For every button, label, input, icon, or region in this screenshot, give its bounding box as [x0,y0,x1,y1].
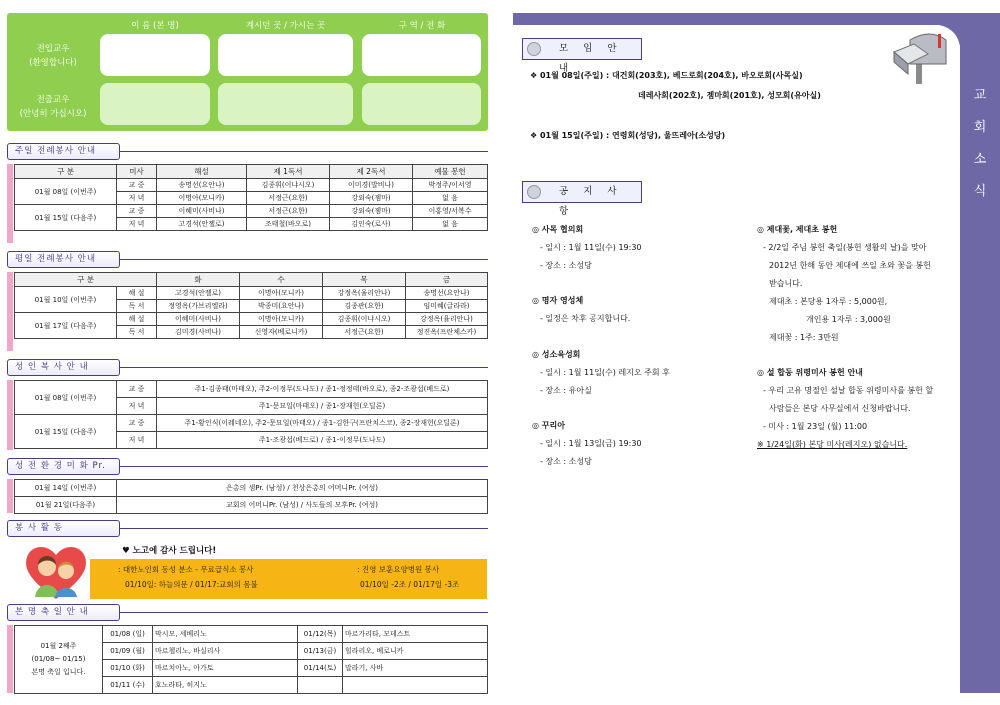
notice-line: - 일정은 차후 공지합니다. [540,314,631,323]
cell: 김종휘(이냐시오) [323,313,406,326]
cell: 박종미(요안나) [240,300,323,313]
side-title [966,80,994,208]
table-row [15,497,488,514]
meeting-line-2 [530,127,725,145]
service-section-title: 봉 사 활 동 [7,520,120,537]
table-row [15,205,488,218]
notice-heading: ◎ 설 합동 위령미사 봉헌 안내 [757,368,863,377]
cell [343,677,488,694]
incoming-district-cell [362,34,481,76]
meeting-header [522,38,642,74]
notice-line: - 일시 : 1월 11일(수) 레지오 주회 후 [540,368,670,377]
date-cell: 01/09 (월) [103,643,153,660]
notice-line: 제대꽃 : 1주: 3만원 [769,333,839,342]
notice-heading: ◎ 성소육성회 [532,350,581,359]
role-cell: 독 서 [117,326,157,339]
cell: 정영옥(가브리엘라) [157,300,240,313]
cell: 강외숙(젬마) [330,192,413,205]
cell: 막시모, 세베리노 [153,626,298,643]
cell: 없 음 [413,192,488,205]
cell: 강정옥(율리안나) [323,287,406,300]
notice-5-title [757,221,837,239]
notice-line: 사람들은 본당 사무실에서 신청바랍니다. [769,404,911,413]
top-band [513,13,1000,25]
weekday-section-title: 평일 전례봉사 안내 [7,251,120,268]
cell: 박정주/이서영 [413,179,488,192]
cell: 주1-황인식(이레네오), 주2-문묘일(마태오) / 종1-김한구(프란치스코), 종2-장재헌(오딜론) [157,415,488,432]
section-bar [7,625,13,693]
table-row [15,415,488,432]
date-cell: 01/10 (화) [103,660,153,677]
incoming-name-cell [100,34,210,76]
notice-title: 공 지 사 항 [559,186,623,217]
notice-heading: ◎ 사목 협의회 [532,225,584,234]
cell: 강정옥(율리안나) [406,313,488,326]
cell: 마르가리타, 모데스트 [343,626,488,643]
sunday-section-title: 주일 전례봉사 안내 [7,143,120,160]
mass-cell: 저 녁 [117,192,157,205]
notice-line: - 우리 고유 명절인 설날 합동 위령미사를 봉헌 할 [763,386,934,395]
cell: 이홍영/서복수 [413,205,488,218]
header-district: 구 역 / 전 화 [398,21,446,31]
col-header: 화 [157,273,240,287]
col-header: 예물 봉헌 [413,165,488,179]
divider [120,612,488,613]
section-bar [7,164,13,243]
divider [120,466,488,467]
cell: 마르첼리노, 바실리사 [153,643,298,660]
notice-line: 개인용 1자루 : 3,000원 [806,315,891,324]
outgoing-place-cell [218,83,353,125]
altar-section-title: 성 인 복 사 안 내 [7,359,120,376]
cell: 주1-문묘일(마태오) / 종1-장재헌(오딜론) [157,398,488,415]
notice-2-title [532,292,583,310]
notice-heading: ◎ 제대꽃, 제대초 봉헌 [757,225,838,234]
feast-table [14,625,488,694]
cell: 서정근(요한) [247,205,330,218]
date-cell: 01월 17일 (다음주) [15,313,117,339]
cell: 교회의 어머니Pr. (남성) / 사도들의 모후Pr. (여성) [117,497,488,514]
feast-week-cell: 01월 2째주 (01/08~ 01/15) 본명 축일 입니다. [15,626,103,694]
service-left-2: 01/10일: 하늘의문 / 01/17:교회의 몸불 [125,580,258,589]
cell: 이명아(모니카) [157,192,247,205]
section-bar [7,380,13,450]
meeting-line-1a [530,67,803,85]
table-row [15,381,488,398]
service-right-2: 01/10일 -2조 / 01/17일 -3조 [360,580,460,589]
role-cell: 해 설 [117,287,157,300]
table-row [15,179,488,192]
outgoing-district-cell [362,83,481,125]
table-row [15,313,488,326]
service-left-1: : 대한노인회 동성 분소 - 무료급식소 봉사 [118,565,254,574]
side-char: 회 [973,120,987,135]
mailbox-illustration [890,30,952,85]
meeting-text: ❖ 01월 15일(주일) : 연령회(성당), 울뜨레아(소성당) [530,131,726,140]
cell: 고경석(안젤로) [157,218,247,231]
cell: 은총의 샘Pr. (남성) / 천상은총의 어머니Pr. (여성) [117,480,488,497]
service-right-1: : 진영 보훈요양병원 봉사 [357,565,440,574]
cell: 이혜미(사비나) [157,313,240,326]
notice-1-title [532,221,583,239]
notice-heading: ◎ 꾸리아 [532,421,565,430]
date-cell [298,677,343,694]
date-cell: 01월 14일 (이번주) [15,480,117,497]
feast-section-title: 본 명 축 일 안 내 [7,604,120,621]
meeting-line-1b [638,87,821,105]
date-cell: 01/08 (일) [103,626,153,643]
decoration-section-title: 성 전 환 경 미 화 Pr. [7,458,120,475]
mass-cell: 교 중 [117,381,157,398]
side-char: 소 [973,152,987,167]
notice-line: ※ 1/24일(화) 본당 미사(레지오) 없습니다. [757,440,908,449]
header-name: 이 름 (본 명) [131,21,179,31]
cell: 이명아(모니카) [240,313,323,326]
col-header: 금 [406,273,488,287]
notice-4-title [532,417,565,435]
divider [120,528,488,529]
person-icon [527,185,541,199]
cell: 마르치아노, 아가토 [153,660,298,677]
cell: 고경석(안젤로) [157,287,240,300]
cell: 김종관(요한) [323,300,406,313]
notice-heading: ◎ 명자 영성체 [532,296,584,305]
mass-cell: 저 녁 [117,432,157,449]
col-header: 구 분 [15,273,157,287]
thanks-text: ♥ 노고에 감사 드립니다! [122,546,217,556]
cell: 정진옥(프란체스카) [406,326,488,339]
notice-line: - 장소 : 소성당 [540,261,592,270]
cell: 김종휘(이냐시오) [247,179,330,192]
mass-cell: 저 녁 [117,218,157,231]
sunday-table [14,164,488,231]
cell: 서정근(요한) [323,326,406,339]
family-illustration [21,541,91,601]
cell: 임미혜(글라라) [406,300,488,313]
date-cell: 01/12(목) [298,626,343,643]
col-header: 제 2독서 [330,165,413,179]
date-cell: 01/14(토) [298,660,343,677]
col-header: 제 1독서 [247,165,330,179]
decoration-table [14,479,488,514]
notice-6-title [757,364,863,382]
notice-line: - 장소 : 소성당 [540,457,592,466]
table-row [15,626,488,643]
cell: 이미경(발비나) [330,179,413,192]
section-bar [7,272,13,351]
cell: 힐라리오, 베로니카 [343,643,488,660]
cell: 김인숙(로사) [330,218,413,231]
cell: 서정근(요한) [247,192,330,205]
mass-cell: 교 중 [117,415,157,432]
cell: 주1-조광섭(베드로) / 종1-이정무(도나도) [157,432,488,449]
notice-line: 2012년 한해 동안 제대에 쓰일 초와 꽃을 봉헌 [769,261,931,270]
meeting-text: 데레사회(202호), 젬마회(201호), 성모회(유아실) [638,91,821,100]
outgoing-name-cell [100,83,210,125]
person-icon [527,42,541,56]
cell: 송명선(요안나) [157,179,247,192]
meeting-title: 모 임 안 내 [559,43,623,74]
header-place: 계시던 곳 / 가시는 곳 [245,21,326,31]
meeting-text: ❖ 01월 08일(주일) : 대건회(203호), 베드로회(204호), 바오로회(사목실) [530,71,803,80]
side-char: 교 [973,88,987,103]
cell: 이명아(모니카) [240,287,323,300]
mass-cell: 저 녁 [117,398,157,415]
notice-header [522,181,642,217]
cell: 말라기, 사바 [343,660,488,677]
col-header: 미사 [117,165,157,179]
date-cell: 01월 15일 (다음주) [15,205,117,231]
date-cell: 01월 15일 (다음주) [15,415,117,449]
mass-cell: 교 중 [117,205,157,218]
notice-line: 제대초 : 본당용 1자루 : 5,000원, [769,297,888,306]
section-bar [7,479,13,513]
date-cell: 01월 08일 (이번주) [15,179,117,205]
divider [120,367,488,368]
date-cell: 01/13(금) [298,643,343,660]
date-cell: 01월 21일(다음주) [15,497,117,514]
table-row [15,287,488,300]
cell: 신영자(베로니카) [240,326,323,339]
notice-line: - 장소 : 유아실 [540,386,592,395]
outgoing-label: 전출교우 (안녕히 가십시오) [19,95,87,119]
cell: 주1-김종태(마태오), 주2-이정무(도나도) / 종1-정정태(바오로), 종2-조광섭(베드로) [157,381,488,398]
incoming-label: 전입교우 (환영합니다) [29,44,77,68]
divider [120,259,488,260]
notice-line: - 2/2일 주님 봉헌 축일(봉헌 생활의 날)을 맞아 [763,243,927,252]
notice-line: - 일시 : 1월 13일(금) 19:30 [540,439,642,448]
col-header: 목 [323,273,406,287]
col-header: 해설 [157,165,247,179]
notice-3-title [532,346,580,364]
cell: 강외숙(젬마) [330,205,413,218]
date-cell: 01/11 (수) [103,677,153,694]
notice-line: - 미사 : 1월 23일 (월) 11:00 [763,422,868,431]
divider [120,151,488,152]
date-cell: 01월 10일 (이번주) [15,287,117,313]
notice-line: 받습니다. [769,279,803,288]
date-cell: 01월 08일 (이번주) [15,381,117,415]
cell: 송명선(요안나) [406,287,488,300]
altar-table [14,380,488,449]
side-char: 식 [973,184,987,199]
cell: 김미경(사비나) [157,326,240,339]
mass-cell: 교 중 [117,179,157,192]
role-cell: 독 서 [117,300,157,313]
table-row [15,480,488,497]
incoming-place-cell [218,34,353,76]
cell: 조태철(바오로) [247,218,330,231]
weekday-table [14,272,488,339]
cell: 이혜미(사비나) [157,205,247,218]
col-header: 수 [240,273,323,287]
role-cell: 해 설 [117,313,157,326]
cell: 없 음 [413,218,488,231]
notice-line: - 일시 : 1월 11일(수) 19:30 [540,243,642,252]
col-header: 구 분 [15,165,117,179]
cell: 호노라타, 히지노 [153,677,298,694]
